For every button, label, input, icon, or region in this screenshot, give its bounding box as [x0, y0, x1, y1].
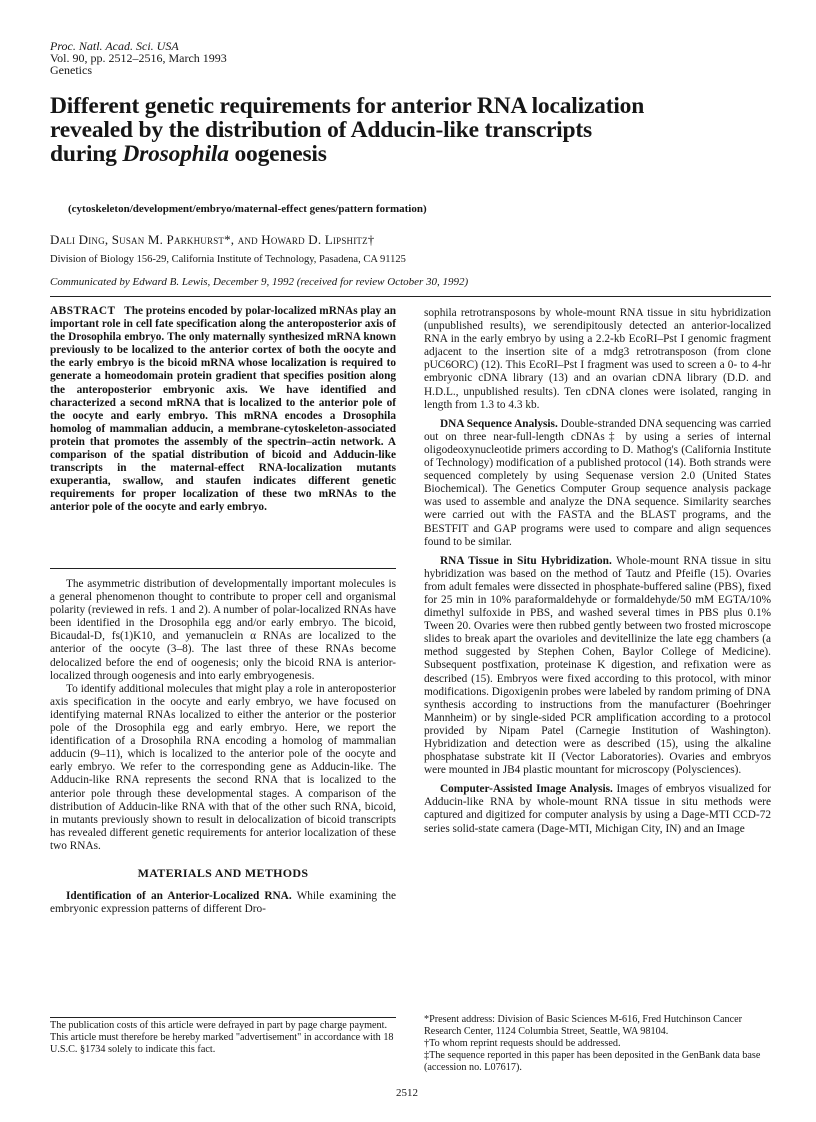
footnote-present-address: *Present address: Division of Basic Sciences M-616, Fred Hutchinson Cancer Research Center, 1124 Columbia Street, Seattle, WA 98104. [424, 1014, 743, 1037]
journal-header [50, 40, 227, 76]
page-number: 2512 [396, 1087, 418, 1099]
rna-heading: RNA Tissue in Situ Hybridization. [440, 554, 612, 567]
cai-paragraph [424, 783, 771, 835]
keywords: (cytoskeleton/development/embryo/maternal-effect genes/pattern formation) [68, 203, 427, 215]
journal-name: Proc. Natl. Acad. Sci. USA [50, 39, 179, 53]
ident-text-left: While examining the embryonic expression patterns of different Dro- [50, 890, 396, 916]
abstract [50, 305, 396, 515]
cai-text: Images of embryos visualized for Adducin-like RNA by whole-mount RNA tissue in situ methods were captured and digitized for computer analysis by using a Dage-MTI CCD-72 series solid-state camera (Dage-MTI, Michigan City, IN) and an Image [424, 783, 771, 835]
right-column [424, 307, 771, 836]
footnote-genbank: ‡The sequence reported in this paper has been deposited in the GenBank data base (accession no. L07617). [424, 1050, 761, 1073]
dna-text: Double-stranded DNA sequencing was carried out on three near-full-length cDNAs‡ by using a series of internal oligodeoxynucleotide primers according to D. Mathog's (California Institute of Technology) modification of a published protocol (14). Both strands were sequenced completely by using Sequenase version 2.0 (United States Biochemical). The Genetics Computer Group sequence analysis package was used to assemble and analyze the DNA sequence. Similarity searches were carried out with the FASTA and the BLAST programs, and the BESTFIT and GAP programs were used to compare and align sequences found to be similar. [424, 417, 771, 548]
publication-costs-footnote: The publication costs of this article were defrayed in part by page charge payment. This article must therefore be hereby marked "advertisement" in accordance with 18 U.S.C. §1734 solely to indicate this fact. [50, 1020, 394, 1055]
dna-heading: DNA Sequence Analysis. [440, 417, 558, 430]
rna-paragraph [424, 555, 771, 778]
ident-paragraph [50, 890, 396, 916]
dna-paragraph [424, 418, 771, 549]
methods-heading: MATERIALS AND METHODS [137, 865, 309, 880]
abstract-rule [50, 568, 396, 569]
ident-text-right: sophila retrotransposons by whole-mount RNA tissue in situ hybridization (unpublished results), we serendipitously detected an anterior-localized RNA in the early embryo by using a 2.2-kb EcoRI–Pst I genomic fragment adjacent to the insertion site of a mdg3 retrotransposon (from clone pUC6ORC) (12). This EcoRI–Pst I fragment was used to screen a 0- to 4-hr embryonic cDNA library (13) and an ovarian cDNA library (D.D. and H.D.L., unpublished results). Ten cDNA clones were isolated, ranging in length from 1.3 to 4.3 kb. [424, 307, 771, 411]
ident-heading: Identification of an Anterior-Localized RNA. [66, 890, 292, 903]
intro-paragraph-2: To identify additional molecules that might play a role in anteroposterior axis specification in the oocyte and early embryo, we have focused on identifying maternal RNAs localized to either the anterior or the posterior pole of the Drosophila egg and early embryo. Here, we report the identification of a Drosophila RNA encoding a homolog of mammalian adducin (9–11), which is localized to the anterior pole of the oocyte and early embryo. We refer to the corresponding gene as Adducin-like. The Adducin-like RNA represents the second RNA that is localized to the anterior pole through these developmental stages. A comparison of the distribution of Adducin-like RNA with that of the other such RNA, bicoid, in mutants previously shown to result in delocalization of bicoid transcripts has revealed different genetic requirements for anterior localization of these two RNAs. [50, 682, 396, 852]
affiliation: Division of Biology 156-29, California Institute of Technology, Pasadena, CA 91125 [50, 254, 406, 265]
left-column [50, 578, 396, 916]
communicated-by: Communicated by Edward B. Lewis, December 9, 1992 (received for review October 30, 1992) [50, 276, 469, 288]
intro-paragraph-1: The asymmetric distribution of developmentally important molecules is a general phenomenon thought to contribute to proper cell and organismal polarity (reviewed in refs. 1 and 2). A number of polar-localized RNAs have been identified in the Drosophila egg and/or early embryo. The bicoid, Bicaudal-D, fs(1)K10, and yemanuclein α RNAs are localized to the anterior of the oocyte (3–8). The last three of these RNAs become delocalized before the end of oogenesis; only the bicoid RNA is anterior-localized through oogenesis and into early embryogenesis. [50, 578, 396, 682]
rna-text: Whole-mount RNA tissue in situ hybridization was based on the method of Tautz and Pfeifle (15). Ovaries from adult females were dissected in phosphate-buffered saline (PBS), fixed for 25 min in 10% paraformaldehyde or formaldehyde/50 mM EGTA/10% dimethyl sulfoxide in PBS, and washed several times in PBS plus 0.1% Tween 20. Ovaries were then rubbed gently between two frosted microscope slides to break apart the ovarioles and devitellinize the late egg chambers (a method suggested by Stephen Cohen, Baylor College of Medicine). Subsequent postfixation, proteinase K digestion, and refixation were as described (15). Embryos were fixed according to this protocol, with minor modifications. Digoxigenin probes were labeled by random priming of DNA synthesis according to instructions from the manufacturer (Boehringer Mannheim) or by single-sided PCR amplification according to a protocol provided by Nipam Patel (Carnegie Institution of Washington). Hybridization and detection were as described (15), using the alkaline phosphatase substrate kit II (Vector Laboratories). Ovaries and embryos were mounted in JB4 plastic mountant for microscopy (Polysciences). [424, 554, 771, 777]
footnote-rule [50, 1017, 396, 1018]
journal-volume: Vol. 90, pp. 2512–2516, March 1993 [50, 51, 227, 65]
author-footnotes [424, 1014, 771, 1074]
cai-heading: Computer-Assisted Image Analysis. [440, 783, 613, 796]
abstract-lead: ABSTRACT [50, 305, 116, 317]
article-title [50, 94, 770, 166]
abstract-text: The proteins encoded by polar-localized mRNAs play an important role in cell fate specification along the anteroposterior axis of the Drosophila embryo. The only maternally synthesized mRNA known previously to be localized to the anterior cortex of both the oocyte and the early embryo is the bicoid mRNA whose localization is required to generate a homeodomain protein gradient that specifies position along the anteroposterior embryonic axis. We have identified and characterized a second mRNA that is localized to the anterior pole of the oocyte and early embryo. This mRNA encodes a Drosophila homolog of mammalian adducin, a membrane-cytoskeleton-associated protein that promotes the assembly of the spectrin–actin network. A comparison of the spatial distribution of bicoid and Adducin-like transcripts in the maternal-effect RNA-localization mutants exuperantia, swallow, and staufen indicates different genetic requirements for proper localization of these two mRNAs to the anterior pole of the oocyte and early embryo. [50, 305, 396, 514]
title-line-1: Different genetic requirements for anterior RNA localization [50, 93, 645, 119]
authors: Dali Ding, Susan M. Parkhurst*, and Howard D. Lipshitz† [50, 232, 375, 247]
journal-section: Genetics [50, 63, 92, 77]
header-rule [50, 296, 771, 297]
title-line-3: during Drosophila oogenesis [50, 141, 327, 167]
title-line-2: revealed by the distribution of Adducin-like transcripts [50, 117, 592, 143]
footnote-reprints: †To whom reprint requests should be addressed. [424, 1038, 621, 1049]
